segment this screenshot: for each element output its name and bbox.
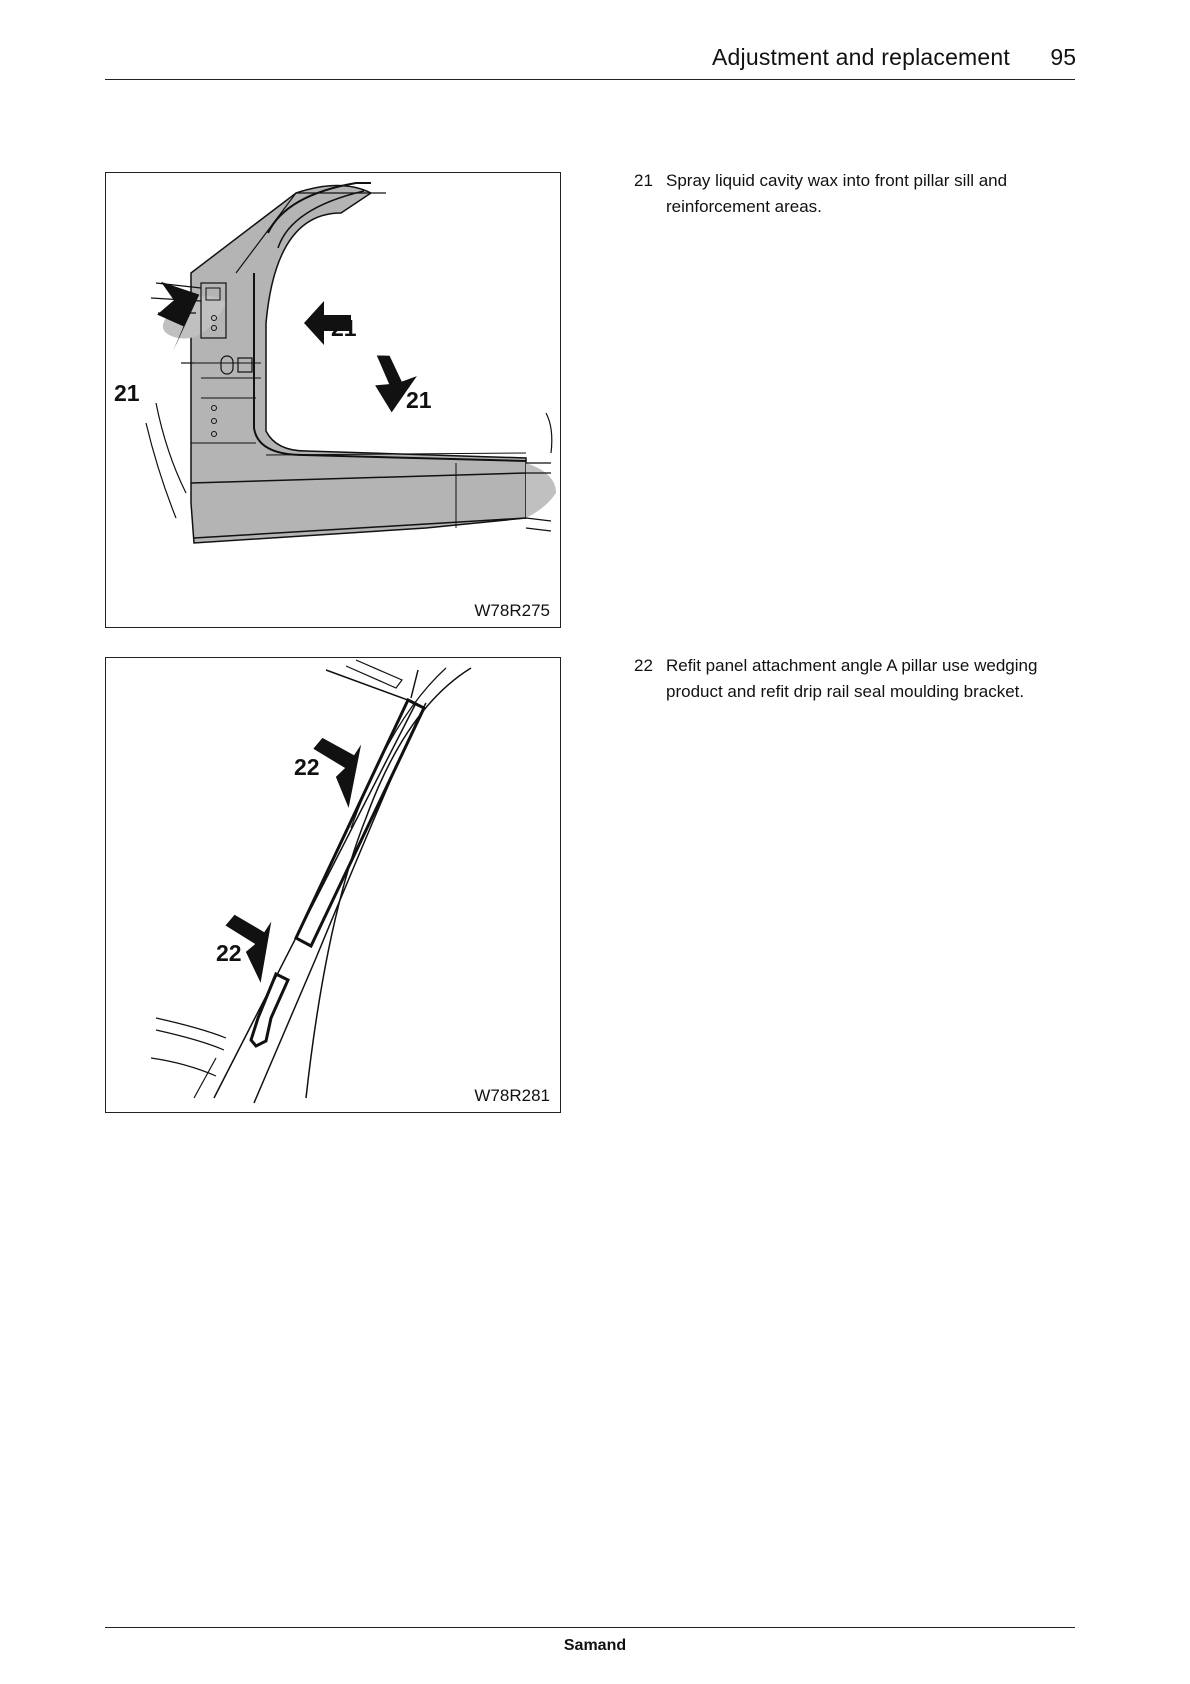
arrow-22-top	[312, 735, 366, 811]
callout-22-a: 22	[294, 754, 320, 780]
callout-21-a: 21	[331, 315, 357, 341]
front-pillar-sill-illustration	[106, 173, 559, 626]
callout-21-c: 21	[406, 387, 432, 413]
callout-21-b: 21	[114, 380, 140, 406]
footer-divider	[105, 1627, 1075, 1628]
figure-code: W78R281	[474, 1086, 550, 1105]
figure-w78r281	[105, 657, 561, 1113]
step-number: 21	[634, 171, 653, 190]
header-divider	[105, 79, 1075, 80]
page-number: 95	[1050, 44, 1076, 70]
a-pillar-illustration	[106, 658, 559, 1111]
header-title: Adjustment and replacement	[712, 44, 1010, 70]
figure-w78r275	[105, 172, 561, 628]
step-22	[634, 653, 1074, 705]
footer-brand: Samand	[563, 1637, 627, 1654]
figure-code: W78R275	[474, 601, 550, 620]
step-21	[634, 168, 1074, 220]
step-number: 22	[634, 656, 653, 675]
callout-22-b: 22	[216, 940, 242, 966]
step-text: Refit panel attachment angle A pillar use wedging product and refit drip rail seal moulding bracket.	[666, 656, 1038, 701]
step-text: Spray liquid cavity wax into front pillar sill and reinforcement areas.	[666, 171, 1008, 216]
